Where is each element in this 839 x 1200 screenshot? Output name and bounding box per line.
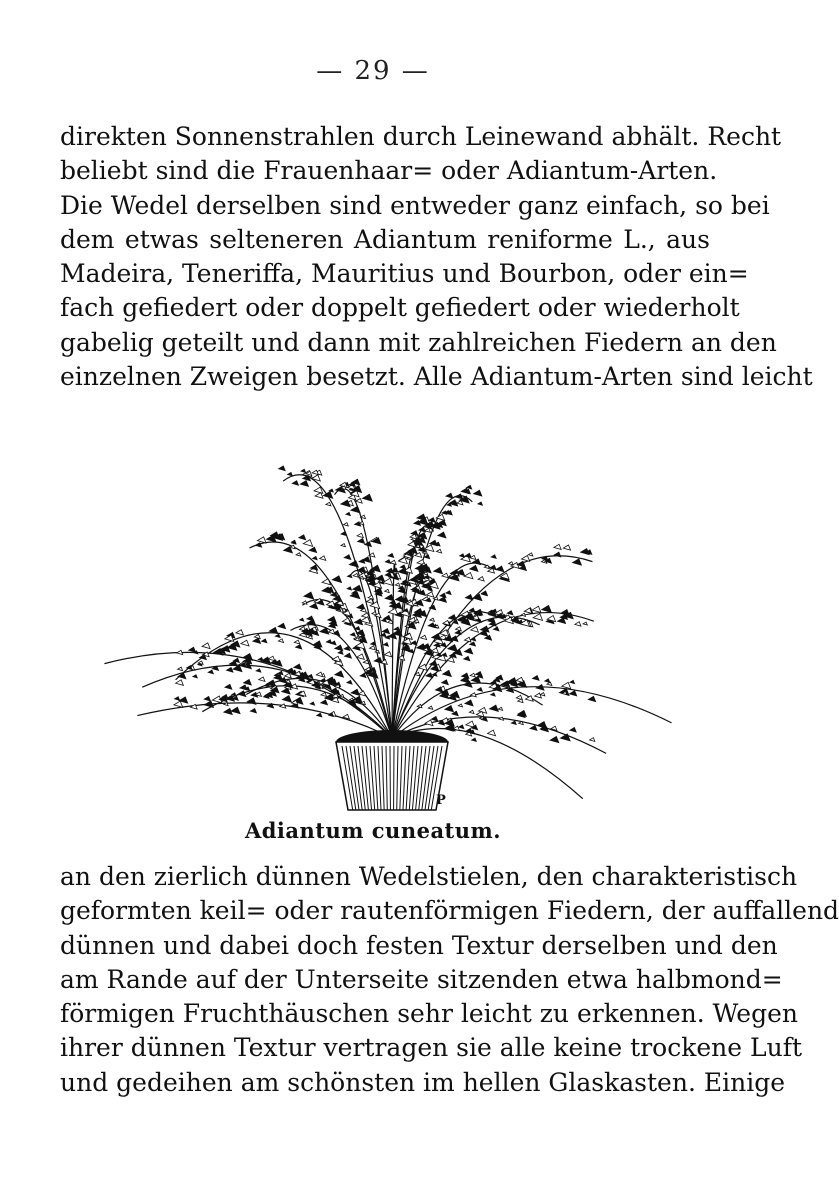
fern-leaflet xyxy=(304,592,314,599)
fern-leaflet xyxy=(365,542,372,547)
fern-leaflet xyxy=(532,606,541,612)
fern-leaflet xyxy=(570,680,575,683)
fern-leaflet xyxy=(464,637,471,642)
fern-leaflet xyxy=(395,583,400,586)
fern-leaflet xyxy=(300,481,308,487)
fern-leaflet xyxy=(376,575,385,581)
fern-leaflet xyxy=(332,576,341,583)
fern-leaflet xyxy=(344,555,351,560)
fern-leaflet xyxy=(303,540,312,547)
fern-leaflet xyxy=(386,568,393,573)
fern-leaflet xyxy=(299,535,306,540)
fern-leaflet xyxy=(432,634,441,640)
fern-leaflet xyxy=(575,622,581,626)
fern-leaflet xyxy=(554,544,561,549)
fern-leaflet xyxy=(493,627,499,631)
text-line: am Rande auf der Unterseite sitzenden etwa halbmond= xyxy=(60,964,783,994)
fern-leaflet xyxy=(204,696,210,701)
fern-leaflet xyxy=(233,665,242,671)
fern-leaflet xyxy=(341,532,347,536)
fern-leaflet xyxy=(490,705,499,711)
fern-leaflet xyxy=(471,638,475,641)
fern-leaflet xyxy=(478,502,483,505)
fern-leaflet xyxy=(396,596,405,602)
fern-leaflet xyxy=(374,657,382,663)
fern-leaflet xyxy=(224,708,232,714)
fern-leaflet xyxy=(332,656,340,662)
fern-leaflet xyxy=(405,625,410,628)
fern-in-pot-illustration xyxy=(170,442,602,812)
fern-leaflet xyxy=(464,656,470,660)
fern-leaflet xyxy=(320,556,326,560)
fern-leaflet xyxy=(411,641,417,645)
fern-leaflet xyxy=(301,469,306,472)
fern-leaflet xyxy=(476,672,483,677)
fern-leaflet xyxy=(356,498,363,503)
fern-leaflet xyxy=(456,494,463,499)
fern-leaflet xyxy=(354,696,362,702)
fern-leaflet xyxy=(208,670,213,674)
fern-leaflet xyxy=(533,676,540,681)
figure-caption: Adiantum cuneatum. xyxy=(244,818,502,843)
fern-leaflet xyxy=(262,639,267,643)
fern-leaflet xyxy=(465,595,472,600)
fern-leaflet xyxy=(569,691,576,696)
fern-leaflet xyxy=(178,667,183,671)
fern-leaflet xyxy=(516,677,524,682)
flower-pot-icon xyxy=(336,730,448,810)
fern-leaflet xyxy=(385,595,394,601)
fern-leaflet xyxy=(459,725,464,729)
fern-leaflet xyxy=(241,640,249,646)
fern-leaflet xyxy=(496,566,504,572)
fern-leaflet xyxy=(202,643,210,649)
fern-leaflet xyxy=(511,721,516,724)
fern-leaflet xyxy=(368,595,373,599)
fern-leaflet xyxy=(347,574,351,577)
fern-frond xyxy=(392,687,672,738)
fern-leaflet xyxy=(455,630,461,634)
fern-frond xyxy=(392,613,594,738)
fern-leaflet xyxy=(310,603,318,609)
fern-leaflet xyxy=(528,553,532,556)
fern-leaflet xyxy=(456,627,462,631)
fern-leaflet xyxy=(351,506,360,513)
fern-leaflet xyxy=(445,706,454,712)
fern-leaflet xyxy=(421,635,427,639)
fern-leaflet xyxy=(238,691,246,697)
fern-leaflet xyxy=(426,673,433,678)
fern-leaflet xyxy=(540,693,545,696)
fern-leaflet xyxy=(254,634,260,638)
text-line: dem etwas selteneren Adiantum reniforme L., aus xyxy=(60,224,710,254)
fern-leaflet xyxy=(328,616,336,622)
fern-leaflet xyxy=(300,618,304,621)
fern-leaflet xyxy=(322,579,330,585)
fern-frond xyxy=(137,703,392,738)
fern-leaflet xyxy=(465,700,473,706)
fern-leaflet xyxy=(323,492,332,499)
fern-leaflet xyxy=(550,736,559,742)
fern-leaflet xyxy=(341,544,345,547)
fern-leaflet xyxy=(542,605,552,612)
fern-leaflet xyxy=(174,701,183,707)
fern-leaflet xyxy=(335,671,344,677)
text-line: beliebt sind die Frauenhaar= oder Adiantum-Arten. xyxy=(60,156,718,186)
fern-leaflet xyxy=(436,549,441,553)
fern-leaflet xyxy=(588,696,595,701)
fern-leaflet xyxy=(408,541,416,547)
fern-leaflet xyxy=(193,675,197,678)
fern-leaflet xyxy=(257,537,266,543)
fern-leaflet xyxy=(447,657,455,662)
fern-leaflet xyxy=(321,700,328,705)
fern-leaflet xyxy=(388,553,394,557)
fern-leaflet xyxy=(351,689,360,695)
fern-leaflet xyxy=(465,728,472,733)
fern-leaflet xyxy=(316,672,322,677)
fern-leaflet xyxy=(467,485,472,489)
fern-leaflet xyxy=(484,565,489,568)
fern-leaflet xyxy=(485,635,492,640)
fern-leaflet xyxy=(478,577,484,581)
fern-leaflet xyxy=(355,619,363,625)
text-line: Die Wedel derselben sind entweder ganz einfach, so bei xyxy=(60,190,770,220)
fern-leaflet xyxy=(355,522,361,526)
fern-leaflet xyxy=(383,643,388,647)
fern-leaflet xyxy=(256,669,261,672)
fern-leaflet xyxy=(398,557,407,563)
fern-leaflet xyxy=(302,601,307,604)
fern-leaflet xyxy=(470,673,475,677)
fern-leaflet xyxy=(338,651,343,655)
fern-leaflet xyxy=(347,680,352,684)
fern-leaflet xyxy=(296,553,301,556)
fern-leaflet xyxy=(446,591,451,595)
fern-leaflet xyxy=(288,472,293,475)
fern-leaflet xyxy=(458,704,462,707)
text-line: fach gefiedert oder doppelt gefiedert oder wiederholt xyxy=(60,293,740,323)
text-line: einzelnen Zweigen besetzt. Alle Adiantum-Arten sind leicht xyxy=(60,362,813,392)
fern-leaflet xyxy=(434,567,443,573)
fern-leaflet xyxy=(573,559,582,565)
fern-leaflet xyxy=(312,470,318,474)
fern-leaflet xyxy=(350,633,355,637)
text-line: Madeira, Teneriffa, Mauritius und Bourbon, oder ein= xyxy=(60,259,749,289)
fern-leaflet xyxy=(438,532,446,538)
fern-leaflet xyxy=(349,561,358,567)
fern-leaflet xyxy=(282,696,291,703)
fern-leaflet xyxy=(294,664,302,669)
fern-leaflet xyxy=(583,622,587,625)
fern-leaflet xyxy=(326,502,331,506)
fern-leaflet xyxy=(341,500,350,507)
fern-leaflet xyxy=(488,730,496,736)
fern-leaflet xyxy=(279,466,286,471)
fern-leaflet xyxy=(498,707,502,710)
fern-leaflet xyxy=(533,614,542,621)
fern-illustration xyxy=(170,442,602,812)
fern-leaflet xyxy=(509,562,514,565)
fern-leaflet xyxy=(278,623,285,628)
fern-leaflet xyxy=(285,673,292,678)
fern-leaflet xyxy=(360,673,366,677)
fern-leaflet xyxy=(440,593,446,597)
fern-leaflet xyxy=(313,557,318,560)
fern-leaflet xyxy=(370,646,376,650)
fern-leaflet xyxy=(375,650,379,653)
illustrator-signature: P xyxy=(436,793,446,808)
text-line: geformten keil= oder rautenförmigen Fiedern, der auffallend xyxy=(60,896,839,926)
fern-leaflet xyxy=(442,511,447,514)
fern-leaflet xyxy=(563,545,570,550)
fern-leaflet xyxy=(278,639,283,643)
fern-leaflet xyxy=(345,653,352,658)
fern-leaflet xyxy=(530,725,537,730)
fern-leaflet xyxy=(317,713,322,717)
fern-leaflet xyxy=(448,645,458,652)
fern-leaflet xyxy=(331,641,336,645)
fern-leaflet xyxy=(385,589,390,592)
text-line: direkten Sonnenstrahlen durch Leinewand abhält. Recht xyxy=(60,122,782,151)
text-line: und gedeihen am schönsten im hellen Glaskasten. Einige xyxy=(60,1067,785,1097)
fern-leaflet xyxy=(384,652,391,657)
fern-leaflet xyxy=(250,709,256,713)
fern-leaflet xyxy=(536,685,544,691)
fern-leaflet xyxy=(472,738,477,741)
fern-leaflet xyxy=(477,688,482,692)
fern-leaflet xyxy=(278,671,283,674)
text-line: gabelig geteilt und dann mit zahlreichen Fiedern an den xyxy=(60,327,777,357)
fern-leaflet xyxy=(240,685,247,690)
fern-leaflet xyxy=(425,720,433,726)
fern-leaflet xyxy=(321,692,327,696)
fern-leaflet xyxy=(342,618,350,624)
fern-leaflet xyxy=(292,481,298,485)
fern-leaflet xyxy=(383,578,393,585)
fern-leaflet xyxy=(286,669,294,674)
fern-leaflet xyxy=(470,565,478,571)
fern-leaflet xyxy=(560,734,570,741)
fern-leaflet xyxy=(473,559,481,565)
text-line: ihrer dünnen Textur vertragen sie alle keine trockene Luft xyxy=(60,1033,803,1063)
fern-leaflet xyxy=(175,697,180,701)
fern-leaflet xyxy=(521,555,529,561)
fern-leaflet xyxy=(259,677,265,681)
fern-leaflet xyxy=(507,611,513,615)
fern-leaflet xyxy=(590,738,595,742)
fern-leaflet xyxy=(204,701,213,707)
fern-leaflet xyxy=(431,717,437,722)
fern-leaflet xyxy=(525,696,533,702)
fern-leaflet xyxy=(189,647,196,652)
fern-leaflet xyxy=(275,634,280,637)
fern-leaflet xyxy=(388,620,393,624)
fern-leaflet xyxy=(473,594,482,600)
fern-leaflet xyxy=(353,585,362,591)
fern-leaflet xyxy=(294,640,299,644)
fern-leaflet xyxy=(449,615,457,621)
fern-leaflet xyxy=(442,680,449,685)
fern-leaflet xyxy=(343,523,348,526)
fern-leaflet xyxy=(309,547,316,552)
fern-leaflet xyxy=(470,642,476,646)
fern-leaflet xyxy=(346,512,351,515)
fern-leaflet xyxy=(176,680,184,686)
fern-leaflet xyxy=(390,600,396,604)
fern-leaflet xyxy=(226,667,233,672)
paragraph-bottom xyxy=(60,860,839,1100)
fern-leaflet xyxy=(296,645,302,649)
fern-leaflet xyxy=(244,680,252,686)
fern-leaflet xyxy=(474,490,482,496)
text-line: förmigen Fruchthäuschen sehr leicht zu erkennen. Wegen xyxy=(60,999,798,1029)
fern-leaflet xyxy=(177,650,183,654)
fern-leaflet xyxy=(231,707,240,713)
fern-leaflet xyxy=(471,627,479,633)
fern-leaflet xyxy=(428,706,432,709)
fern-leaflet xyxy=(519,721,524,724)
text-line: dünnen und dabei doch festen Textur derselben und den xyxy=(60,930,778,960)
fern-leaflet xyxy=(464,573,473,579)
page-number: — 29 — xyxy=(316,56,430,86)
fern-leaflet xyxy=(469,710,474,713)
fern-leaflet xyxy=(399,586,405,590)
fern-leaflet xyxy=(358,538,365,543)
fern-leaflet xyxy=(357,533,363,537)
fern-leaflet xyxy=(465,648,473,654)
fern-leaflet xyxy=(382,629,389,634)
fern-leaflet xyxy=(491,693,496,696)
fern-leaflet xyxy=(460,554,465,557)
fern-leaflet xyxy=(535,693,542,698)
fern-leaflet xyxy=(307,616,314,621)
fern-leaflet xyxy=(335,645,343,651)
fern-leaflet xyxy=(372,538,381,544)
fern-leaflet xyxy=(424,555,430,559)
fern-leaflet xyxy=(446,493,453,498)
fern-leaflet xyxy=(491,555,496,559)
fern-leaflet xyxy=(469,608,474,612)
fern-leaflet xyxy=(236,630,243,635)
fern-leaflet xyxy=(464,681,472,687)
fern-leaflet xyxy=(243,654,253,661)
fern-leaflet xyxy=(417,704,422,707)
fern-leaflet xyxy=(310,702,314,705)
fern-leaflet xyxy=(570,728,576,732)
fern-leaflet xyxy=(443,670,452,676)
fern-leaflet xyxy=(265,684,270,687)
text-line: an den zierlich dünnen Wedelstielen, den charakteristisch xyxy=(60,862,798,891)
fern-leaflet xyxy=(347,587,351,590)
fern-leaflet xyxy=(225,684,232,689)
fern-leaflet xyxy=(400,565,405,569)
fern-leaflet xyxy=(363,494,373,501)
fern-leaflet xyxy=(545,679,550,683)
fern-leaflet xyxy=(430,618,435,621)
paragraph-top xyxy=(60,120,813,394)
